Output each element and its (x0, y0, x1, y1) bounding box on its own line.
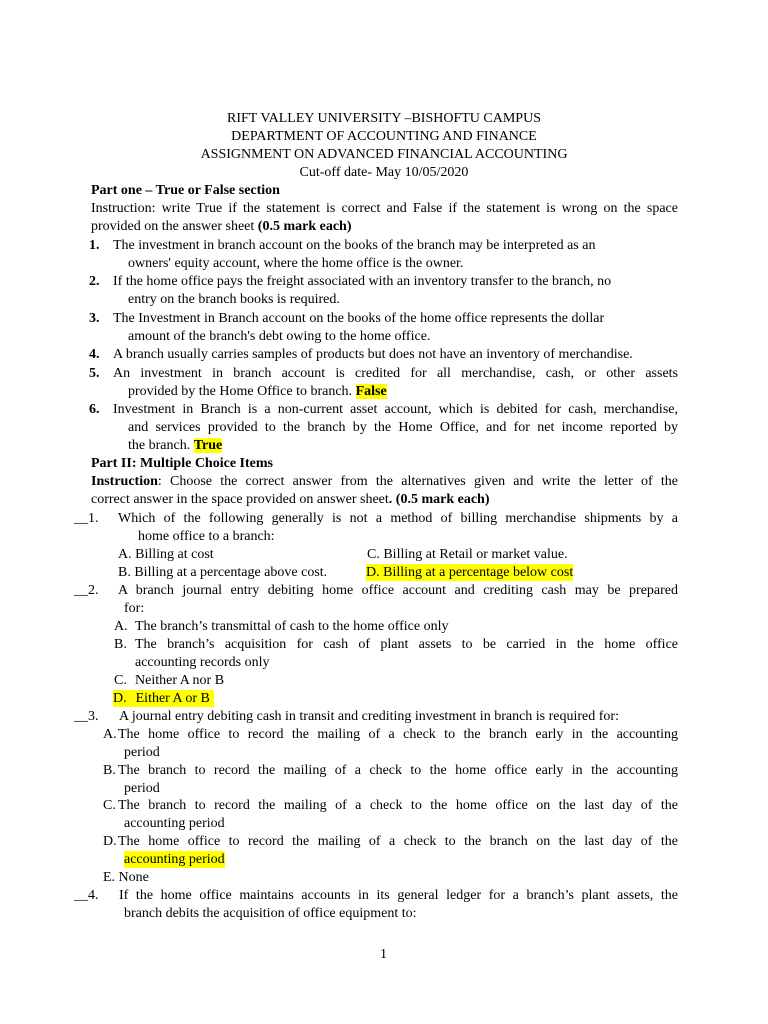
item-number: 3. (89, 311, 100, 326)
mc-q1-line1: Which of the following generally is not a method of billing merchandise shipments by a (118, 511, 678, 526)
mc-q2-line1: A branch journal entry debiting home office account and crediting cash may be prepared (118, 583, 678, 598)
page-number: 1 (380, 947, 387, 962)
mc-q2-option-c: Neither A nor B (135, 673, 225, 688)
tf-item-2-line2: entry on the branch books is required. (128, 292, 340, 307)
mc-q1-option-d-answer: D. Billing at a percentage below cost (366, 565, 574, 580)
question-number: __2. (74, 583, 99, 598)
mc-q2-option-a: The branch’s transmittal of cash to the home office only (135, 619, 449, 634)
mc-q1-option-a: A. Billing at cost (118, 547, 214, 562)
option-letter: B. (114, 637, 127, 652)
department-title: DEPARTMENT OF ACCOUNTING AND FINANCE (231, 129, 537, 144)
tf-item-6-line1: Investment in Branch is a non-current asset account, which is debited for cash, merchandise, (113, 402, 678, 417)
option-letter: C. (103, 798, 116, 813)
mc-q2-option-d-answer: D. Either A or B (113, 690, 214, 707)
question-number: __4. (74, 888, 99, 903)
mc-q1-line2: home office to a branch: (138, 529, 275, 544)
tf-item-6-line2: and services provided to the branch by the Home Office, and for net income reported by (128, 420, 678, 435)
item-number: 1. (89, 238, 100, 253)
item-number: 6. (89, 402, 100, 417)
tf-item-1-line1: The investment in branch account on the books of the branch may be interpreted as an (113, 238, 596, 253)
mc-q1-option-c: C. Billing at Retail or market value. (367, 547, 568, 562)
part1-instruction-line1: Instruction: write True if the statement is correct and False if the statement is wrong on the space (91, 201, 678, 216)
part2-title: Part II: Multiple Choice Items (91, 456, 273, 471)
part2-instruction-line2: correct answer in the space provided on answer sheet. (0.5 mark each) (91, 492, 490, 507)
mc-q3-option-a-line1: The home office to record the mailing of a check to the branch early in the accounting (118, 727, 678, 742)
tf-item-2-line1: If the home office pays the freight associated with an inventory transfer to the branch, no (113, 274, 612, 289)
assignment-title: ASSIGNMENT ON ADVANCED FINANCIAL ACCOUNTING (200, 147, 568, 162)
tf-item-3-line2: amount of the branch's debt owing to the home office. (128, 329, 431, 344)
tf-item-5-line2: provided by the Home Office to branch. False (128, 384, 387, 399)
mc-q3-option-b-line2: period (124, 781, 160, 796)
mc-q3-option-a-line2: period (124, 745, 160, 760)
mc-q1-option-b: B. Billing at a percentage above cost. (118, 565, 328, 580)
mark-note: (0.5 mark each) (257, 219, 352, 234)
item-number: 2. (89, 274, 100, 289)
mc-q3-option-b-line1: The branch to record the mailing of a check to the home office early in the accounting (118, 763, 678, 778)
mc-q4-line1: If the home office maintains accounts in its general ledger for a branch’s plant assets, the (119, 888, 678, 903)
question-number: __1. (74, 511, 99, 526)
mc-q3-option-c-line1: The branch to record the mailing of a check to the home office on the last day of the (118, 798, 678, 813)
option-letter: A. (114, 619, 128, 634)
tf-item-1-line2: owners' equity account, where the home office is the owner. (128, 256, 464, 271)
mc-q3-option-e: E. None (103, 870, 149, 885)
mark-note: . (0.5 mark each) (388, 492, 490, 507)
mc-q2-option-b-line2: accounting records only (135, 655, 270, 670)
option-letter: A. (103, 727, 117, 742)
cutoff-date: Cut-off date- May 10/05/2020 (299, 165, 469, 180)
item-number: 5. (89, 366, 100, 381)
item-number: 4. (89, 347, 100, 362)
option-letter: B. (103, 763, 116, 778)
tf-item-5-line1: An investment in branch account is credited for all merchandise, cash, or other assets (113, 366, 678, 381)
part1-title: Part one – True or False section (91, 183, 280, 198)
question-number: __3. (74, 709, 99, 724)
part1-instruction-line2: provided on the answer sheet (0.5 mark each) (91, 219, 352, 234)
tf-item-3-line1: The Investment in Branch account on the books of the home office represents the dollar (113, 311, 605, 326)
mc-q2-line2: for: (124, 601, 145, 616)
mc-q3-option-d-answer-line2: accounting period (124, 852, 225, 867)
university-title: RIFT VALLEY UNIVERSITY –BISHOFTU CAMPUS (226, 111, 541, 126)
tf-item-6-line3: the branch. True (128, 438, 223, 453)
mc-q3-option-c-line2: accounting period (124, 816, 225, 831)
part2-instruction-line1: Instruction: Choose the correct answer from the alternatives given and write the letter of the (91, 474, 678, 489)
answer-highlight: True (193, 438, 223, 453)
mc-q4-line2: branch debits the acquisition of office equipment to: (124, 906, 417, 921)
answer-highlight: False (355, 384, 387, 399)
option-letter: C. (114, 673, 127, 688)
tf-item-4-line1: A branch usually carries samples of products but does not have an inventory of merchandise. (113, 347, 633, 362)
mc-q2-option-b-line1: The branch’s acquisition for cash of plant assets to be carried in the home office (135, 637, 678, 652)
mc-q3-line1: A journal entry debiting cash in transit and crediting investment in branch is required for: (119, 709, 619, 724)
